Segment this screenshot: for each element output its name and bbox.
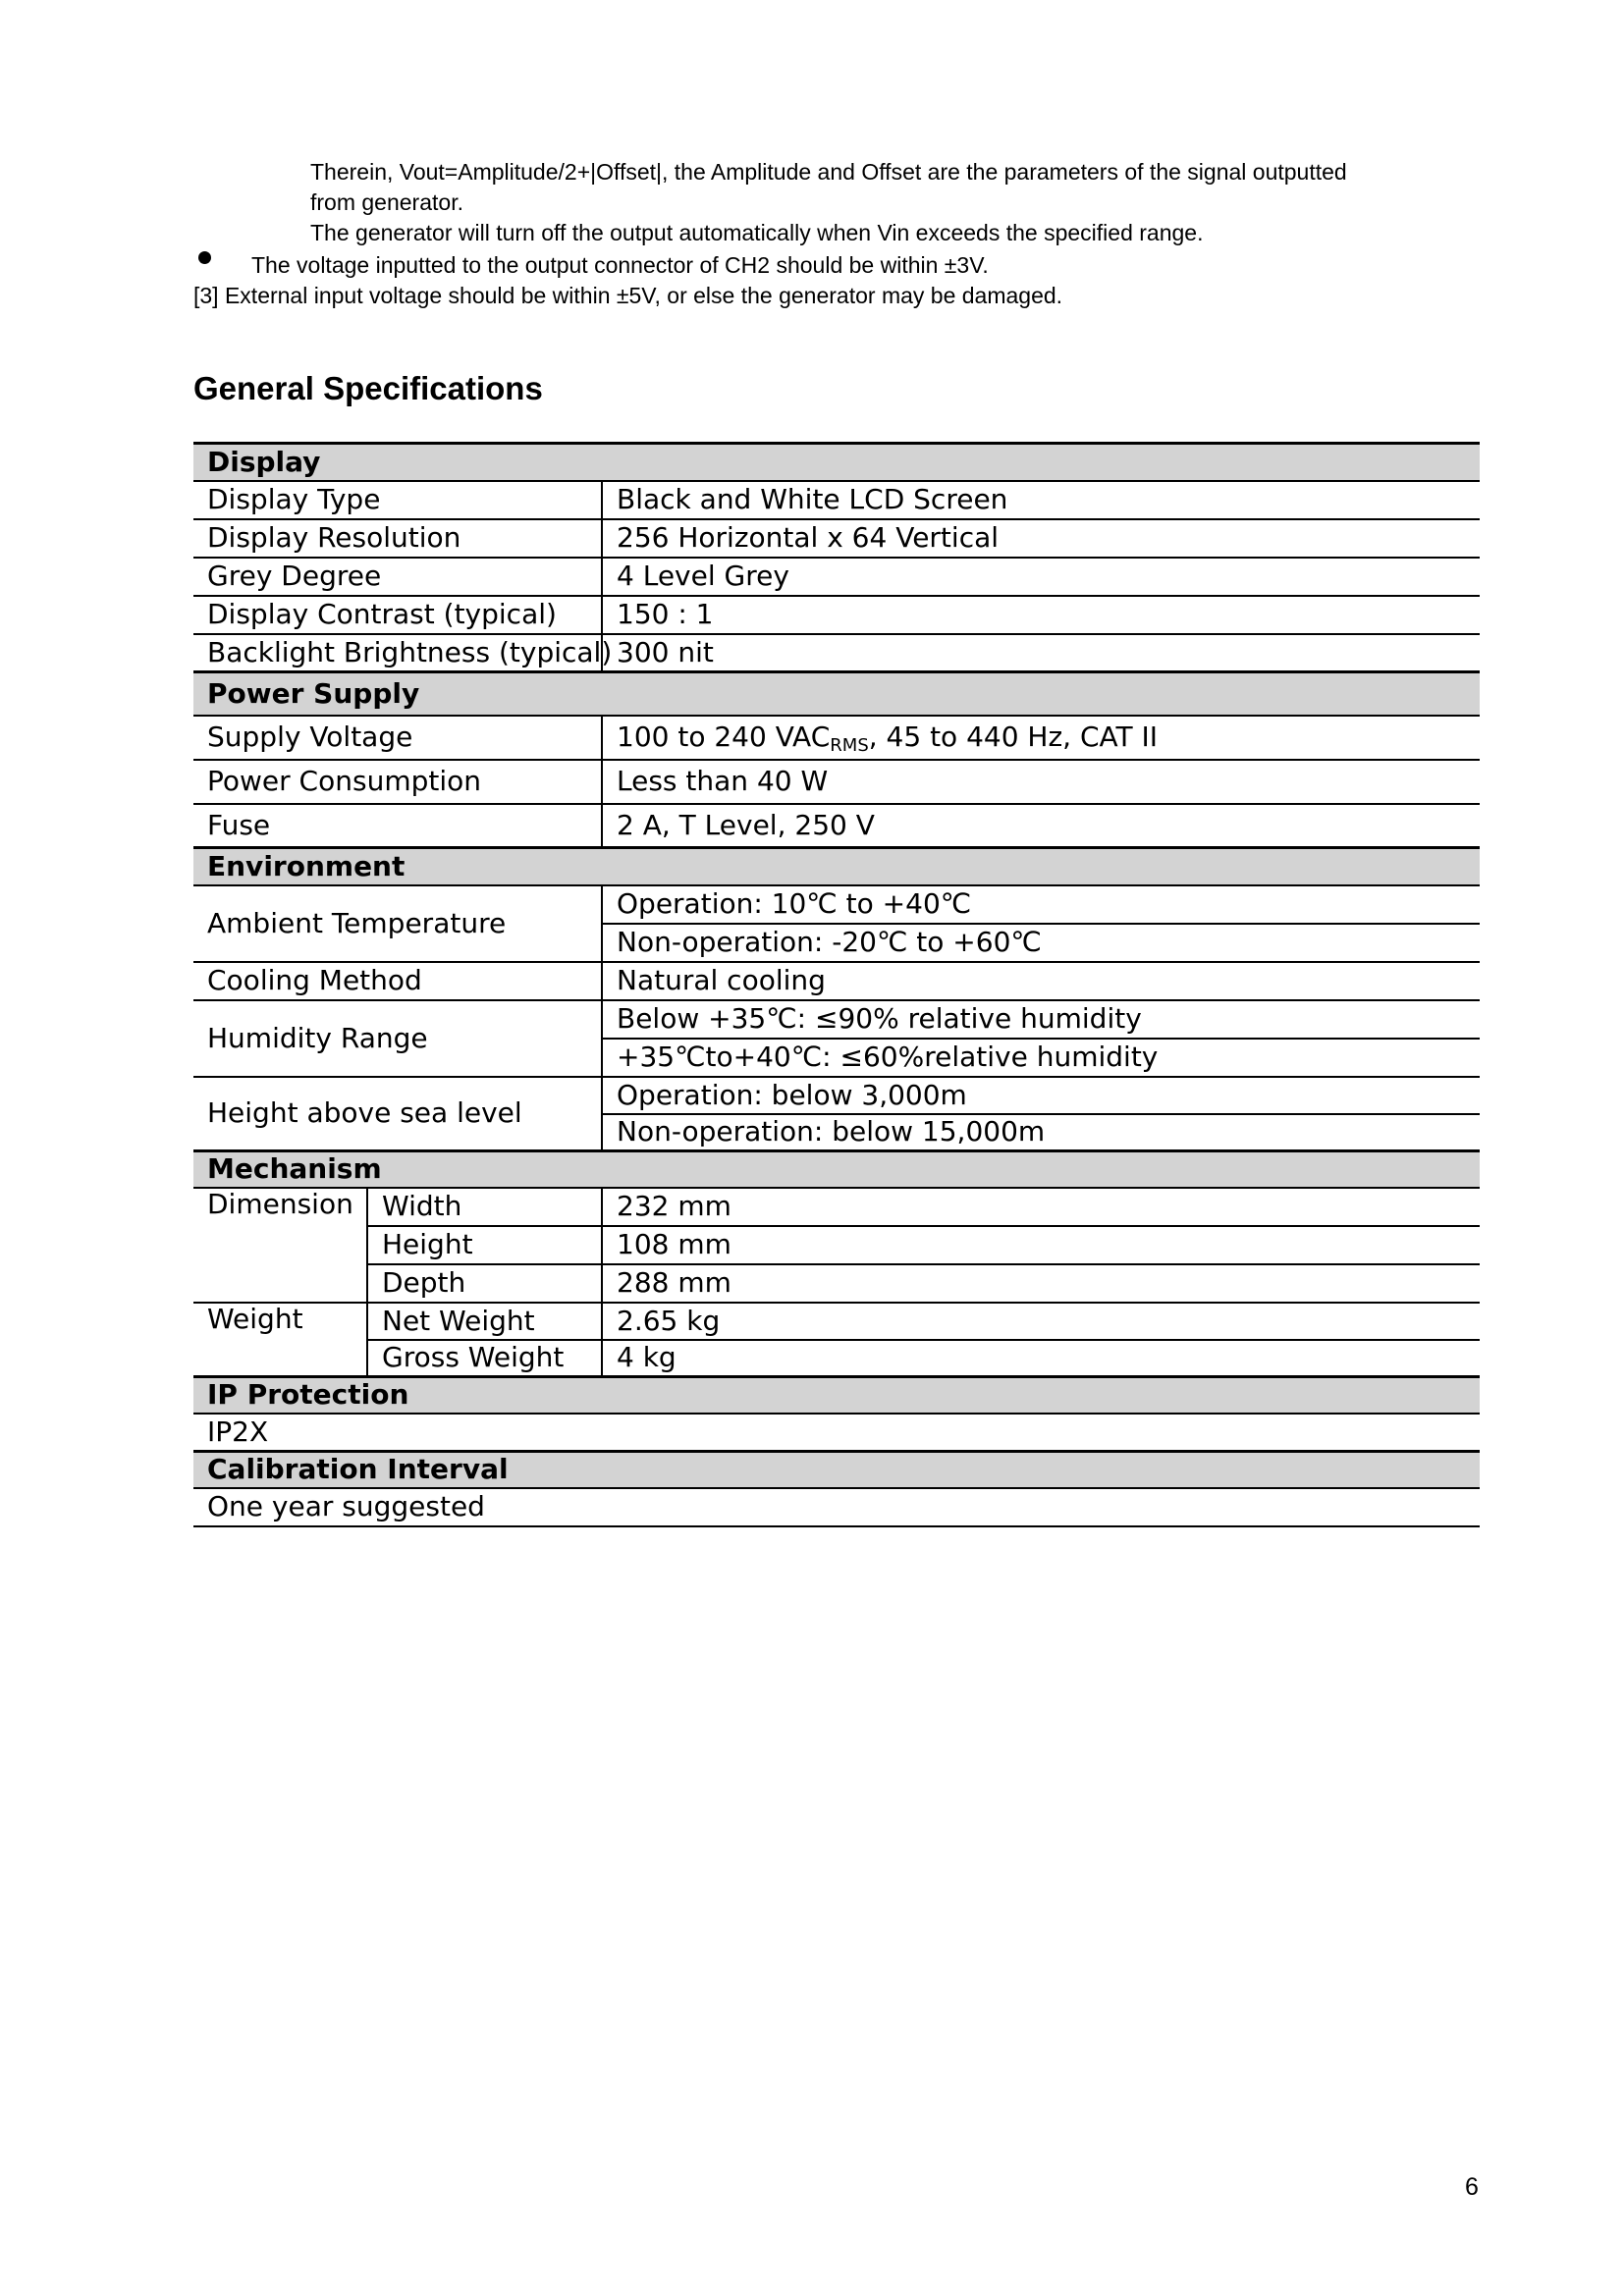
page-number: 6	[1465, 2173, 1479, 2201]
table-row	[193, 1340, 1480, 1377]
spec-value: 300 nit	[602, 634, 1480, 672]
table-row	[193, 760, 1480, 804]
note-bullet: The voltage inputted to the output connector of CH2 should be within ±3V.	[251, 252, 989, 278]
spec-sublabel: Width	[367, 1188, 602, 1226]
spec-value: IP2X	[193, 1414, 1480, 1452]
spec-value: Black and White LCD Screen	[602, 481, 1480, 519]
note-line-2: from generator.	[310, 189, 463, 215]
table-row	[193, 558, 1480, 596]
spec-label: Grey Degree	[193, 558, 602, 596]
spec-value: 108 mm	[602, 1226, 1480, 1264]
table-row	[193, 716, 1480, 760]
spec-label: Ambient Temperature	[193, 885, 602, 962]
table-row	[193, 1077, 1480, 1114]
spec-value: 2.65 kg	[602, 1303, 1480, 1340]
spec-value: 232 mm	[602, 1188, 1480, 1226]
spec-value: Non-operation: -20℃ to +60℃	[602, 924, 1480, 962]
table-row	[193, 804, 1480, 848]
section-display	[193, 444, 1480, 481]
table-row	[193, 596, 1480, 634]
spec-sublabel: Net Weight	[367, 1303, 602, 1340]
table-row	[193, 1000, 1480, 1039]
table-row	[193, 519, 1480, 558]
spec-value: One year suggested	[193, 1488, 1480, 1526]
note-line-1: Therein, Vout=Amplitude/2+|Offset|, the Amplitude and Offset are the parameters of the signal outputted	[310, 159, 1347, 185]
section-calibration	[193, 1452, 1480, 1488]
spec-label: Fuse	[193, 804, 602, 848]
table-row	[193, 1188, 1480, 1226]
spec-label: Height above sea level	[193, 1077, 602, 1151]
spec-label: Humidity Range	[193, 1000, 602, 1077]
spec-label: Weight	[193, 1303, 367, 1377]
spec-value: Less than 40 W	[602, 760, 1480, 804]
spec-value: Natural cooling	[602, 962, 1480, 1000]
table-row	[193, 481, 1480, 519]
spec-value: Operation: 10℃ to +40℃	[602, 885, 1480, 924]
spec-label: Cooling Method	[193, 962, 602, 1000]
spec-label: Display Resolution	[193, 519, 602, 558]
spec-label: Display Type	[193, 481, 602, 519]
section-environment	[193, 848, 1480, 885]
spec-value: +35℃to+40℃: ≤60%relative humidity	[602, 1039, 1480, 1077]
section-title: Mechanism	[193, 1151, 1480, 1188]
note-footnote: [3] External input voltage should be within ±5V, or else the generator may be damaged.	[193, 283, 1063, 308]
spec-label: Supply Voltage	[193, 716, 602, 760]
table-row	[193, 1226, 1480, 1264]
table-row	[193, 1303, 1480, 1340]
note-line-3: The generator will turn off the output automatically when Vin exceeds the specified range.	[310, 220, 1204, 245]
spec-value: 150 : 1	[602, 596, 1480, 634]
spec-value: Operation: below 3,000m	[602, 1077, 1480, 1114]
section-title: IP Protection	[193, 1377, 1480, 1414]
spec-label: Power Consumption	[193, 760, 602, 804]
spec-value: 256 Horizontal x 64 Vertical	[602, 519, 1480, 558]
spec-value: 2 A, T Level, 250 V	[602, 804, 1480, 848]
spec-value: 100 to 240 $VAC_{RMS}$, 45 to 440 Hz, CAT II	[602, 716, 1480, 760]
page-title: General Specifications	[193, 370, 543, 406]
section-title: Calibration Interval	[193, 1452, 1480, 1488]
table-row	[193, 1414, 1480, 1452]
spec-label: Dimension	[193, 1188, 367, 1303]
table-row	[193, 962, 1480, 1000]
spec-sublabel: Height	[367, 1226, 602, 1264]
section-title: Display	[193, 444, 1480, 481]
spec-value: 4 Level Grey	[602, 558, 1480, 596]
section-mechanism	[193, 1151, 1480, 1188]
section-title: Environment	[193, 848, 1480, 885]
bullet-dot-icon	[198, 251, 211, 264]
section-power	[193, 672, 1480, 716]
spec-value: 288 mm	[602, 1264, 1480, 1303]
table-row	[193, 885, 1480, 924]
section-title: Power Supply	[193, 672, 1480, 716]
spec-value: 4 kg	[602, 1340, 1480, 1377]
spec-value: Non-operation: below 15,000m	[602, 1114, 1480, 1151]
spec-label: Backlight Brightness (typical)	[193, 634, 602, 672]
spec-table	[193, 442, 1480, 1527]
table-row	[193, 634, 1480, 672]
spec-sublabel: Depth	[367, 1264, 602, 1303]
table-row	[193, 1264, 1480, 1303]
spec-sublabel: Gross Weight	[367, 1340, 602, 1377]
section-ip	[193, 1377, 1480, 1414]
table-row	[193, 1488, 1480, 1526]
spec-value: Below +35℃: ≤90% relative humidity	[602, 1000, 1480, 1039]
spec-label: Display Contrast (typical)	[193, 596, 602, 634]
